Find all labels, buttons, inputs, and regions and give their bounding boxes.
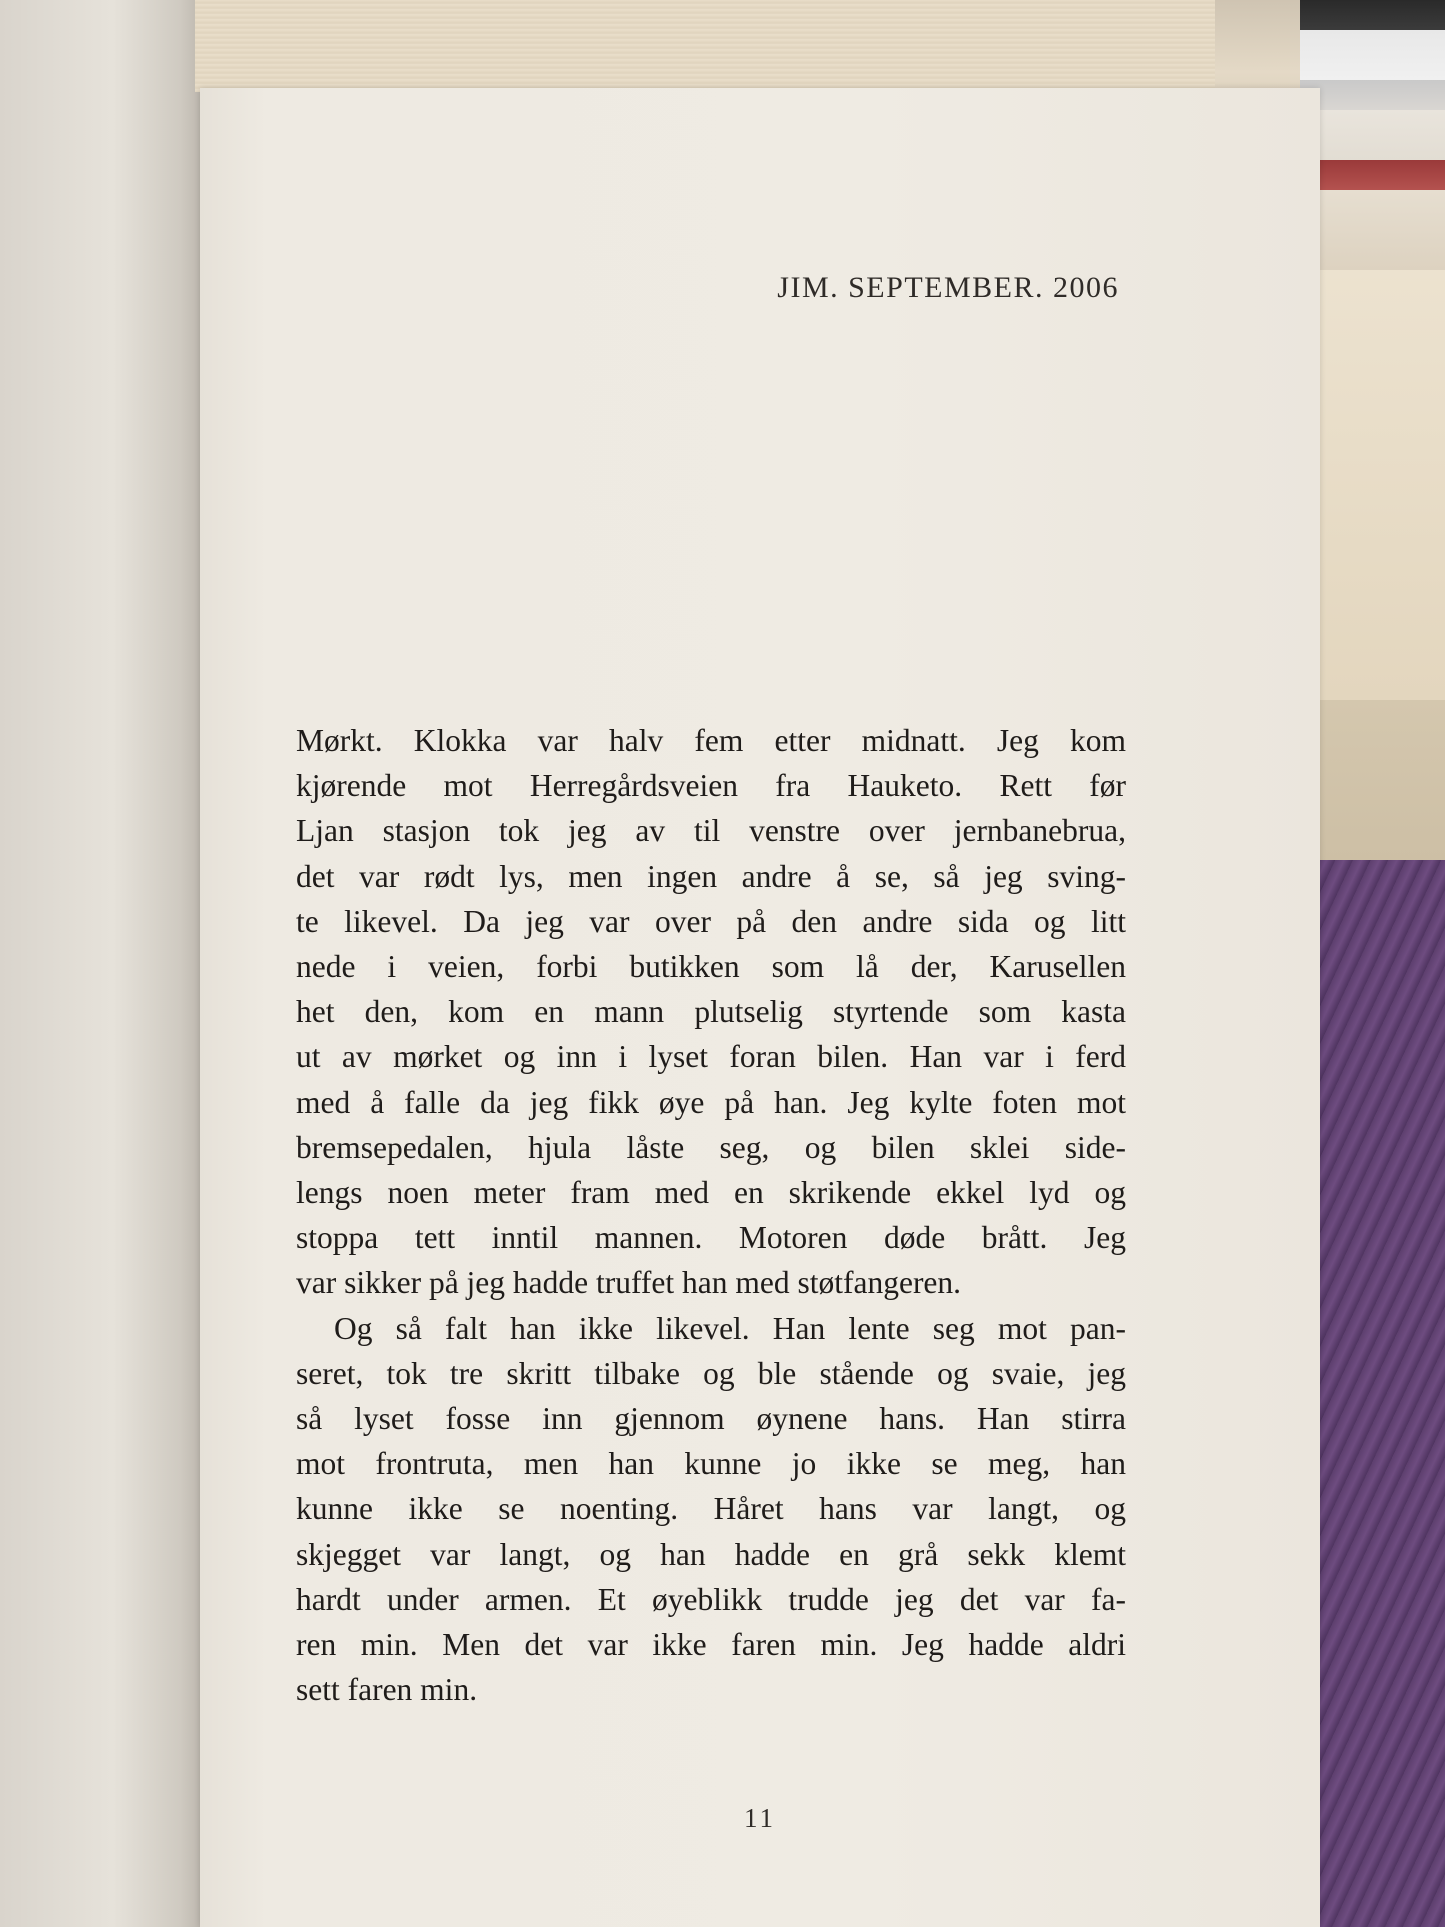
paragraph-1 [296,718,1126,1306]
text-line: stoppa tett inntil mannen. Motoren døde brått. Jeg [296,1220,1126,1256]
text-line: kunne ikke se noenting. Håret hans var langt, og [296,1491,1126,1527]
body-text [296,718,1126,1712]
text-line: ren min. Men det var ikke faren min. Jeg hadde aldri [296,1627,1126,1663]
background-books [1300,0,1445,860]
text-line: sett faren min. [296,1672,478,1708]
text-line: Ljan stasjon tok jeg av til venstre over jernbanebrua, [296,813,1126,849]
text-line: Mørkt. Klokka var halv fem etter midnatt. Jeg kom [296,723,1126,758]
page-edges [195,0,1215,92]
text-line: var sikker på jeg hadde truffet han med støtfangeren. [296,1265,962,1301]
running-header-text: JIM. SEPTEMBER. 2006 [777,271,1119,304]
text-line: het den, kom en mann plutselig styrtende som kasta [296,994,1126,1030]
text-line: nede i veien, forbi butikken som lå der, Karusellen [296,949,1126,985]
paragraph-2 [296,1306,1126,1713]
text-line: te likevel. Da jeg var over på den andre sida og litt [296,903,1126,939]
text-line: lengs noen meter fram med en skrikende ekkel lyd og [296,1175,1126,1211]
show-through [295,343,1130,703]
book-page [200,88,1320,1927]
text-line: hardt under armen. Et øyeblikk trudde jeg det var fa- [296,1581,1126,1617]
text-line: skjegget var langt, og han hadde en grå sekk klemt [296,1536,1126,1572]
text-line: mot frontruta, men han kunne jo ikke se meg, han [296,1446,1126,1482]
text-line: bremsepedalen, hjula låste seg, og bilen sklei side- [296,1129,1126,1165]
text-line: det var rødt lys, men ingen andre å se, så jeg sving- [296,858,1126,894]
left-page [0,0,205,1927]
text-line: seret, tok tre skritt tilbake og ble stående og svaie, jeg [296,1355,1126,1391]
text-line: med å falle da jeg fikk øye på han. Jeg kylte foten mot [296,1084,1126,1120]
background-cloth [1300,860,1445,1927]
text-line: kjørende mot Herregårdsveien fra Hauketo. Rett før [296,768,1126,804]
text-line: Og så falt han ikke likevel. Han lente seg mot pan- [334,1310,1126,1346]
text-line: så lyset fosse inn gjennom øynene hans. Han stirra [296,1401,1126,1437]
page-number: 11 [744,1803,776,1833]
text-line: ut av mørket og inn i lyset foran bilen. Han var i ferd [296,1039,1126,1075]
